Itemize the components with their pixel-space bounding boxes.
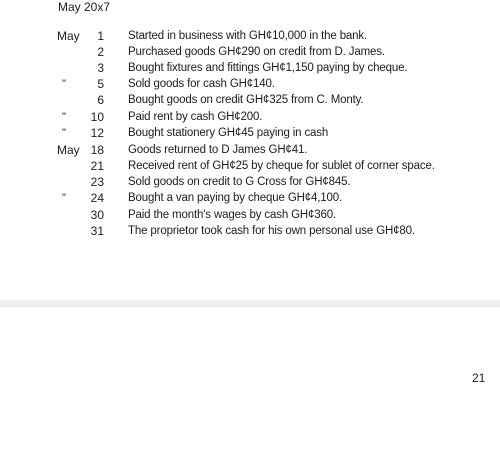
date-heading: May 20x7 <box>58 0 111 14</box>
transaction-description: Purchased goods GH¢290 on credit from D. James. <box>128 46 385 58</box>
transaction-description: Goods returned to D James GH¢41. <box>128 144 308 156</box>
page-number: 21 <box>472 371 486 385</box>
transaction-row <box>0 76 500 92</box>
transaction-row <box>0 190 500 206</box>
transaction-description: The proprietor took cash for his own personal use GH¢80. <box>128 225 415 237</box>
day-number: 5 <box>97 77 104 91</box>
transaction-row <box>0 60 500 76</box>
transaction-row <box>0 207 500 223</box>
day-number: 30 <box>90 208 104 222</box>
transaction-description: Sold goods on credit to G Cross for GH¢845. <box>128 176 351 188</box>
transaction-row <box>0 174 500 190</box>
transaction-row <box>0 142 500 158</box>
day-number: 12 <box>90 126 104 140</box>
ditto-mark: " <box>62 78 66 90</box>
day-number: 2 <box>97 45 104 59</box>
transaction-description: Paid the month's wages by cash GH¢360. <box>128 209 337 221</box>
transaction-row <box>0 125 500 141</box>
ditto-mark: " <box>62 192 66 204</box>
month-label: May <box>57 143 80 157</box>
transaction-description: Bought a van paying by cheque GH¢4,100. <box>128 192 343 204</box>
transaction-row <box>0 92 500 108</box>
document-page-lower <box>0 307 500 474</box>
ditto-mark: " <box>62 127 66 139</box>
day-number: 3 <box>97 61 104 75</box>
transaction-description: Bought goods on credit GH¢325 from C. Monty. <box>128 94 364 106</box>
transaction-description: Paid rent by cash GH¢200. <box>128 111 263 123</box>
ditto-mark: " <box>62 111 66 123</box>
day-number: 18 <box>90 143 104 157</box>
day-number: 21 <box>90 159 104 173</box>
transaction-description: Started in business with GH¢10,000 in the bank. <box>128 30 368 42</box>
transaction-description: Received rent of GH¢25 by cheque for sublet of corner space. <box>128 160 435 172</box>
transaction-row <box>0 44 500 60</box>
day-number: 31 <box>90 224 104 238</box>
day-number: 10 <box>90 110 104 124</box>
month-label: May <box>57 29 80 43</box>
transaction-row <box>0 158 500 174</box>
day-number: 1 <box>97 29 104 43</box>
transaction-description: Bought stationery GH¢45 paying in cash <box>128 127 329 139</box>
page-divider <box>0 300 500 307</box>
day-number: 24 <box>90 191 104 205</box>
transaction-description: Sold goods for cash GH¢140. <box>128 78 275 90</box>
transaction-row <box>0 223 500 239</box>
transaction-row <box>0 28 500 44</box>
day-number: 6 <box>97 93 104 107</box>
transaction-row <box>0 109 500 125</box>
transaction-description: Bought fixtures and fittings GH¢1,150 paying by cheque. <box>128 62 408 74</box>
day-number: 23 <box>90 175 104 189</box>
